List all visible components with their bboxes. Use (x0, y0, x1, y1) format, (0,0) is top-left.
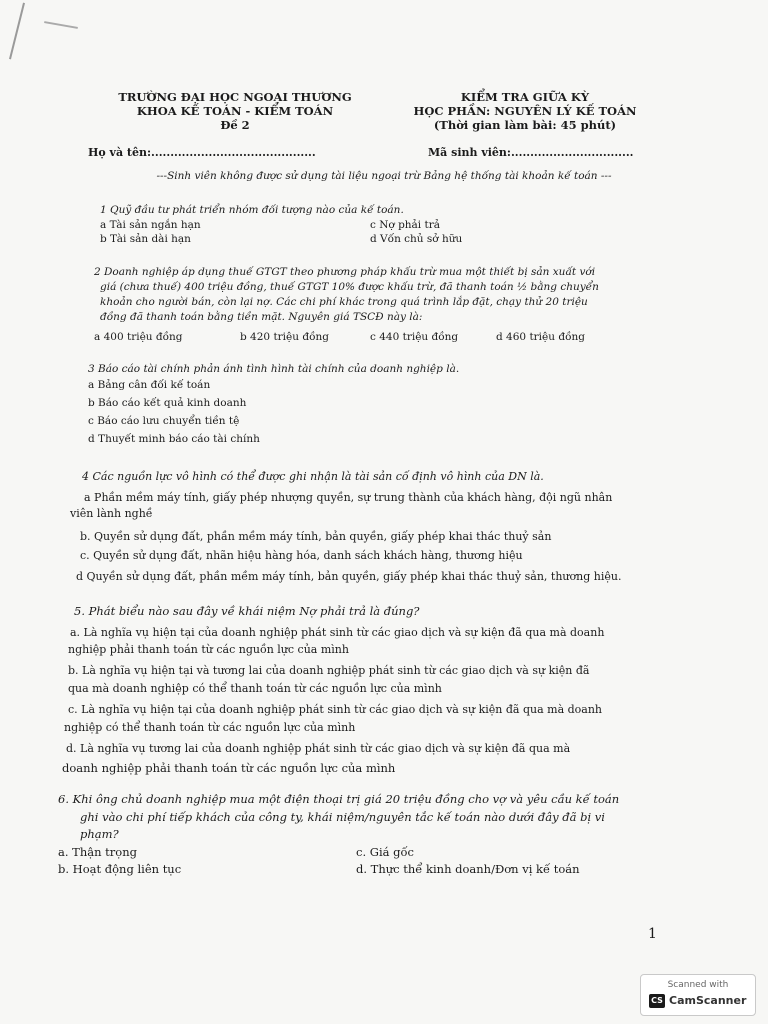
q5-option-d-cont: doanh nghiệp phải thanh toán từ các nguồn lực của mình (62, 761, 396, 775)
scan-edge-mark (9, 3, 25, 60)
q3-option-a: a Bảng cân đối kế toán (88, 379, 211, 391)
header-left (100, 90, 370, 132)
q1-option-d: d Vốn chủ sở hữu (370, 233, 463, 245)
question-1: 1 Quỹ đầu tư phát triển nhóm đối tượng nào của kế toán. (100, 204, 404, 216)
q4-option-c: c. Quyền sử dụng đất, nhãn hiệu hàng hóa, danh sách khách hàng, thương hiệu (80, 549, 523, 562)
q4-option-d: d Quyền sử dụng đất, phần mềm máy tính, bản quyền, giấy phép khai thác thuỷ sản, thương hiệu. (76, 570, 622, 583)
scan-edge-mark (44, 21, 78, 29)
exam-duration: (Thời gian làm bài: 45 phút) (433, 118, 617, 132)
q6-option-d: d. Thực thể kinh doanh/Đơn vị kế toán (356, 862, 580, 876)
page-number: 1 (648, 926, 657, 942)
q2-option-d: d 460 triệu đồng (496, 331, 585, 343)
q5-option-a: a. Là nghĩa vụ hiện tại của doanh nghiệp phát sinh từ các giao dịch và sự kiện đã qua mà doanh (70, 626, 605, 639)
q5-option-b-cont: qua mà doanh nghiệp có thể thanh toán từ các nguồn lực của mình (68, 682, 442, 695)
exam-code: Đề 2 (220, 118, 250, 132)
q5-option-c: c. Là nghĩa vụ hiện tại của doanh nghiệp phát sinh từ các giao dịch và sự kiện đã qua mà doanh (68, 703, 603, 716)
q1-option-b: b Tài sản dài hạn (100, 233, 191, 245)
question-6-line: 6. Khi ông chủ doanh nghiệp mua một điện thoại trị giá 20 triệu đồng cho vợ và yêu cầu kế toán (58, 792, 620, 806)
q6-option-c: c. Giá gốc (356, 845, 414, 859)
header-right (390, 90, 660, 132)
school-name: TRƯỜNG ĐẠI HỌC NGOẠI THƯƠNG (118, 90, 352, 104)
question-6-line: ghi vào chi phí tiếp khách của công ty, khái niệm/nguyên tắc kế toán nào dưới đây đã bị vi (80, 810, 605, 824)
q2-option-c: c 440 triệu đồng (370, 331, 459, 343)
q3-option-d: d Thuyết minh báo cáo tài chính (88, 433, 260, 445)
q5-option-d: d. Là nghĩa vụ tương lai của doanh nghiệp phát sinh từ các giao dịch và sự kiện đã qua mà (66, 742, 571, 755)
question-6-line: phạm? (80, 827, 119, 841)
exam-note: ---Sinh viên không được sử dụng tài liệu ngoại trừ Bảng hệ thống tài khoản kế toán --- (156, 170, 612, 182)
question-2-line: khoản cho người bán, còn lại nợ. Các chi phí khác trong quá trình lắp đặt, chạy thử 20 triệu (100, 296, 588, 308)
course-name: HỌC PHẦN: NGUYÊN LÝ KẾ TOÁN (413, 104, 637, 118)
q1-option-a: a Tài sản ngắn hạn (100, 219, 201, 231)
q4-option-a-cont: viên lành nghề (70, 507, 153, 520)
name-field: Họ và tên:........................................... (88, 146, 316, 159)
q2-option-b: b 420 triệu đồng (240, 331, 329, 343)
watermark-caption: Scanned with (667, 980, 729, 990)
exam-title: KIỂM TRA GIỮA KỲ (460, 90, 590, 104)
q4-option-a: a Phần mềm máy tính, giấy phép nhượng quyền, sự trung thành của khách hàng, đội ngũ nhân (84, 491, 613, 504)
q5-option-a-cont: nghiệp phải thanh toán từ các nguồn lực của mình (68, 643, 349, 656)
watermark-brand: CamScanner (669, 994, 747, 1007)
student-id-field: Mã sinh viên:................................ (428, 146, 634, 159)
question-5: 5. Phát biểu nào sau đây về khái niệm Nợ phải trả là đúng? (74, 604, 420, 618)
question-2-line: giá (chưa thuế) 400 triệu đồng, thuế GTGT 10% được khấu trừ, đã thanh toán ½ bằng chuyển (100, 281, 599, 293)
q6-option-b: b. Hoạt động liên tục (58, 862, 182, 876)
question-3: 3 Báo cáo tài chính phản ánh tình hình tài chính của doanh nghiệp là. (88, 363, 460, 375)
question-2-line: đồng đã thanh toán bằng tiền mặt. Nguyên giá TSCĐ này là: (100, 311, 423, 323)
q5-option-c-cont: nghiệp có thể thanh toán từ các nguồn lực của mình (64, 721, 356, 734)
faculty-name: KHOA KẾ TOÁN - KIỂM TOÁN (136, 104, 334, 118)
q2-option-a: a 400 triệu đồng (94, 331, 183, 343)
q3-option-c: c Báo cáo lưu chuyển tiền tệ (88, 415, 240, 427)
question-2-line: 2 Doanh nghiệp áp dụng thuế GTGT theo phương pháp khấu trừ mua một thiết bị sản xuất với (94, 266, 596, 278)
camscanner-watermark (640, 974, 756, 1016)
q3-option-b: b Báo cáo kết quả kinh doanh (88, 397, 247, 409)
camscanner-logo-icon: CS (649, 994, 665, 1008)
q1-option-c: c Nợ phải trả (370, 219, 441, 231)
q6-option-a: a. Thận trọng (58, 845, 137, 859)
q4-option-b: b. Quyền sử dụng đất, phần mềm máy tính, bản quyền, giấy phép khai thác thuỷ sản (80, 530, 552, 543)
q5-option-b: b. Là nghĩa vụ hiện tại và tương lai của doanh nghiệp phát sinh từ các giao dịch và sự kiện đã (68, 664, 590, 677)
question-4: 4 Các nguồn lực vô hình có thể được ghi nhận là tài sản cố định vô hình của DN là. (82, 470, 544, 483)
